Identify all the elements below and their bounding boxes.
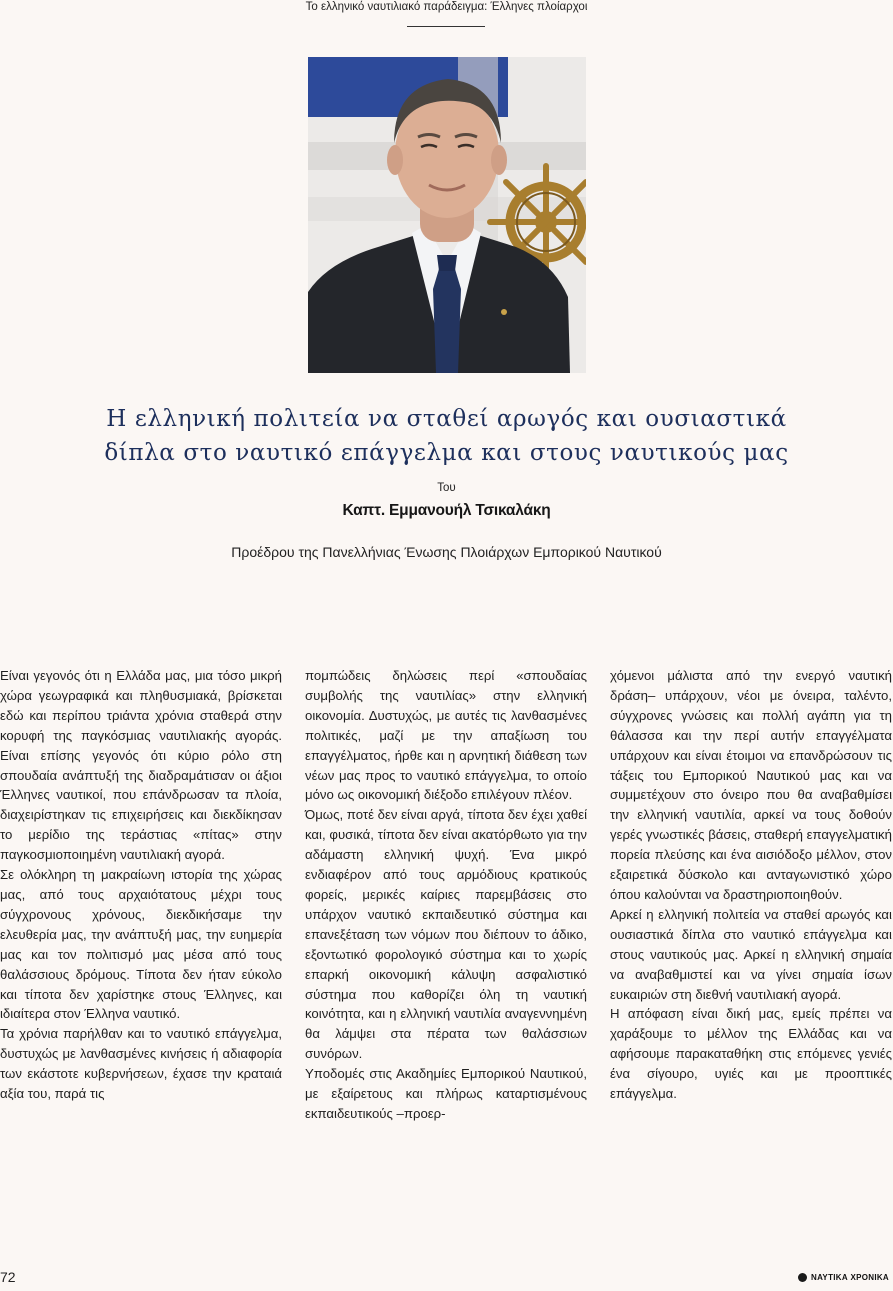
paragraph: Τα χρόνια παρήλθαν και το ναυτικό επάγγελμα, δυστυχώς με λανθασμένες κινήσεις ή αδιαφορία των εκάστοτε κυβερνήσεων, έχασε την κραταιά αξία του, παρά τις bbox=[0, 1026, 282, 1102]
paragraph: Σε ολόκληρη τη μακραίωνη ιστορία της χώρας μας, από τους αρχαιότατους μέχρι τους σύγχρονους χρόνους, διεκδικήσαμε την ελευθερία μας, την ανάπτυξή μας, την ευημερία μας και τον πολιτισμό μας μέσα από τους θαλάσσιους δρόμους. Τίποτα δεν ήταν εύκολο και τίποτα δεν χαρίστηκε στους Έλληνες, και ιδιαίτερα στον Έλληνα ναυτικό. bbox=[0, 867, 282, 1022]
text-column-3 bbox=[610, 666, 892, 1104]
title-line-1: Η ελληνική πολιτεία να σταθεί αρωγός και ουσιαστικά bbox=[106, 406, 787, 432]
publication-logo-icon bbox=[798, 1273, 807, 1282]
author-role: Προέδρου της Πανελλήνιας Ένωσης Πλοιάρχων Εμπορικού Ναυτικού bbox=[231, 544, 662, 560]
necktie bbox=[433, 269, 461, 373]
byline-prefix: Του bbox=[437, 482, 456, 494]
portrait-photo bbox=[308, 57, 586, 373]
title-line-2: δίπλα στο ναυτικό επάγγελμα και στους ναυτικούς μας bbox=[104, 440, 789, 466]
tie-knot bbox=[437, 255, 457, 271]
paragraph: Η απόφαση είναι δική μας, εμείς πρέπει να χαράξουμε το μέλλον της Ελλάδας και να αφήσουμε παρακαταθήκη στις επόμενες γενιές ένα σίγουρο, υγιές και με προοπτικές επάγγελμα. bbox=[610, 1006, 892, 1102]
running-header: Το ελληνικό ναυτιλιακό παράδειγμα: Έλληνες πλοίαρχοι bbox=[305, 1, 588, 13]
text-column-2 bbox=[305, 666, 587, 1124]
header-rule bbox=[407, 26, 485, 27]
article-title bbox=[60, 402, 833, 470]
ear bbox=[387, 145, 403, 175]
paragraph: πομπώδεις δηλώσεις περί «σπουδαίας συμβολής της ναυτιλίας» στην ελληνική οικονομία. Δυστυχώς, με αυτές τις λανθασμένες πολιτικές, μαζί με την απαξίωση του επαγγέλματος, ήρθε και η αρνητική διάθεση των νέων μας προς το ναυτικό επάγγελμα, το οποίο μόνο ως οικονομική διέξοδο επιλέγουν πλέον. bbox=[305, 668, 587, 803]
text-column-1 bbox=[0, 666, 282, 1104]
paragraph: Υποδομές στις Ακαδημίες Εμπορικού Ναυτικού, με εξαίρετους και πλήρως καταρτισμένους εκπαιδευτικούς –προερ- bbox=[305, 1066, 587, 1121]
paragraph: Είναι γεγονός ότι η Ελλάδα μας, μια τόσο μικρή χώρα γεωγραφικά και πληθυσμιακά, βρίσκεται εδώ και περίπου τριάντα χρόνια σταθερά στην κορυφή της παγκόσμιας ναυτιλιακής αγοράς. Είναι επίσης γεγονός ότι κύριο ρόλο στη σπουδαία ανάπτυξή της διαδραμάτισαν οι άξιοι Έλληνες ναυτικοί, που επάνδρωσαν τα πλοία, διαχειρίστηκαν τις επιχειρήσεις και διεκδίκησαν το μερίδιο της τεράστιας «πίτας» στην παγκοσμιοποιημένη ναυτιλιακή αγορά. bbox=[0, 668, 282, 863]
paragraph: Αρκεί η ελληνική πολιτεία να σταθεί αρωγός και ουσιαστικά δίπλα στο ναυτικό επάγγελμα και στους ναυτικούς μας. Αρκεί η ελληνική σημαία να αναβαθμιστεί και να γίνει σημαία ίσων ευκαιριών στη διεθνή ναυτιλιακή αγορά. bbox=[610, 906, 892, 1002]
author-name: Καπτ. Εμμανουήλ Τσικαλάκη bbox=[342, 502, 551, 519]
ear bbox=[491, 145, 507, 175]
publication-footer bbox=[798, 1273, 889, 1282]
paragraph: Όμως, ποτέ δεν είναι αργά, τίποτα δεν έχει χαθεί και, φυσικά, τίποτα δεν είναι ακατόρθωτο για την αδάμαστη ελληνική ψυχή. Ένα μικρό ενδιαφέρον από τους αρμόδιους κρατικούς φορείς, μερικές καίριες παρεμβάσεις στο υπάρχον ναυτικό εκπαιδευτικό σύστημα και επανεξέταση των νόμων που διέπουν το άδικο, εξοντωτικό φορολογικό σύστημα και το χωρίς επαρκή οικονομική κάλυψη ασφαλιστικό σύστημα που καθορίζει όλη τη ναυτική κοινότητα, και η ελληνική ναυτιλία αναγεννημένη θα λάμψει στα πέρατα των θαλάσσιων συνόρων. bbox=[305, 807, 587, 1062]
paragraph: χόμενοι μάλιστα από την ενεργό ναυτική δράση– υπάρχουν, νέοι με όνειρα, ταλέντο, σύγχρονες γνώσεις και πολλή αγάπη για τη θάλασσα και την περί αυτήν επαγγέλματα υπάρχουν και είναι έτοιμοι να επανδρώσουν τις τάξεις του Εμπορικού Ναυτικού μας και να συμμετέχουν στο όνειρο που θα αναβαθμίσει την ελληνική ναυτιλία, αρκεί να τους δοθούν γερές γνωστικές βάσεις, σταθερή επαγγελματική πορεία πλεύσης και ένα αισιόδοξο μέλλον, στον εξαιρετικά δύσκολο και ανταγωνιστικό χώρο όπου καλούνται να δραστηριοποιηθούν. bbox=[610, 668, 892, 902]
lapel-pin bbox=[501, 309, 507, 315]
publication-name: ΝΑΥΤΙΚΑ ΧΡΟΝΙΚΑ bbox=[811, 1273, 889, 1282]
page-number: 72 bbox=[0, 1269, 16, 1285]
